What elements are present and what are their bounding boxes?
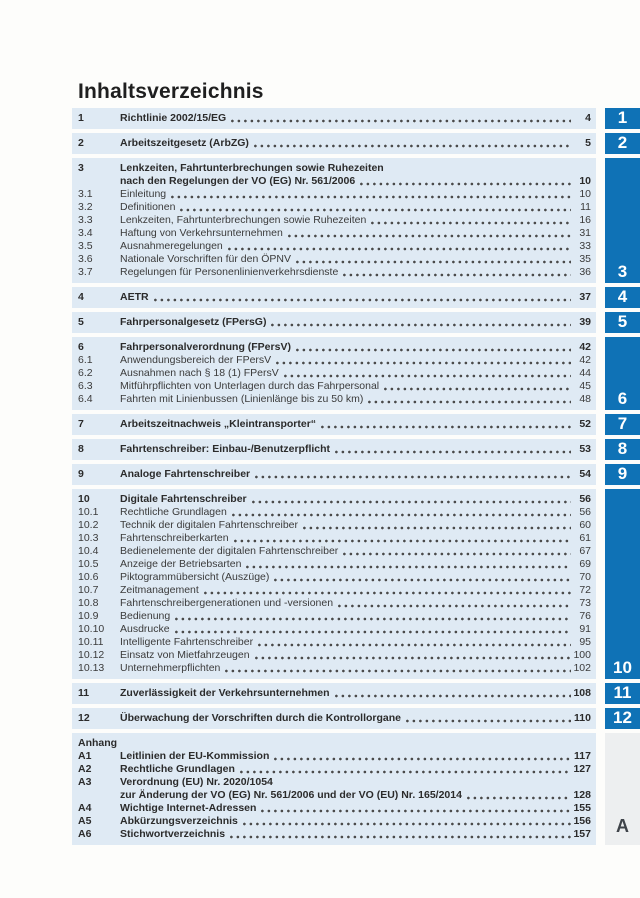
- toc-subentry: [78, 266, 591, 279]
- dot-leader: [175, 617, 571, 621]
- chapter-tab-5: [605, 312, 640, 333]
- toc-entry-page: 4: [585, 112, 591, 124]
- toc-entry-page: 157: [573, 828, 591, 840]
- toc-entry: [78, 443, 591, 456]
- toc-subentry: [78, 253, 591, 266]
- toc-entry-page: 39: [579, 316, 591, 328]
- toc-group-band: [72, 414, 596, 435]
- toc-entry-page: 48: [579, 393, 591, 405]
- toc-subentry: [78, 188, 591, 201]
- toc-subentry: [78, 380, 591, 393]
- toc-subentry: [78, 227, 591, 240]
- toc-subentry: [78, 367, 591, 380]
- toc-group-band: [72, 439, 596, 460]
- dot-leader: [343, 273, 571, 277]
- toc-group-band: [72, 683, 596, 704]
- chapter-tab-label: 2: [617, 133, 628, 152]
- toc-group-band: [72, 133, 596, 154]
- chapter-tab-label: 12: [613, 708, 632, 727]
- toc-entry-title: Definitionen: [120, 201, 176, 213]
- toc-entry-title: Leitlinien der EU-Kommission: [120, 750, 270, 762]
- toc-entry-number: 3: [78, 162, 84, 174]
- dot-leader: [371, 221, 571, 225]
- toc-entry-title: Stichwortverzeichnis: [120, 828, 226, 840]
- toc-entry-number: 6.4: [78, 393, 93, 405]
- toc-entry-number: 3.2: [78, 201, 93, 213]
- toc-entry-page: 108: [573, 687, 591, 699]
- chapter-tab-label: 5: [617, 312, 628, 331]
- toc-subentry: [78, 506, 591, 519]
- toc-entry-page: 72: [579, 584, 591, 596]
- toc-entry-number: 10.10: [78, 623, 105, 635]
- toc-entry-title: Lenkzeiten, Fahrtunterbrechungen sowie Ruhezeiten: [120, 214, 367, 226]
- dot-leader: [225, 669, 571, 673]
- toc-entry-title: zur Änderung der VO (EG) Nr. 561/2006 und der VO (EU) Nr. 165/2014: [120, 789, 462, 801]
- chapter-tab-label: 3: [617, 262, 628, 281]
- toc-entry-page: 56: [579, 506, 591, 518]
- toc-group-band: [72, 464, 596, 485]
- toc-entry-page: 91: [579, 623, 591, 635]
- toc-entry-title: Zeitmanagement: [120, 584, 199, 596]
- toc-entry-page: 102: [573, 662, 591, 674]
- dot-leader: [180, 208, 571, 212]
- toc-entry-page: 52: [579, 418, 591, 430]
- toc-entry-number: 12: [78, 712, 90, 724]
- toc-subentry: [78, 623, 591, 636]
- toc-entry-page: 11: [580, 201, 591, 213]
- toc-entry: [78, 291, 591, 304]
- toc-entry-title: Digitale Fahrtenschreiber: [120, 493, 247, 505]
- toc-entry-number: 6.1: [78, 354, 93, 366]
- dot-leader: [303, 526, 571, 530]
- dot-leader: [335, 694, 571, 698]
- toc-section-header: [78, 737, 591, 750]
- chapter-tab-10: [605, 489, 640, 679]
- dot-leader: [171, 195, 571, 199]
- toc-group-band: [72, 287, 596, 308]
- chapter-tab-label: A: [616, 816, 629, 836]
- chapter-tab-label: 10: [613, 658, 632, 677]
- toc-entry-title: Arbeitszeitnachweis „Kleintransporter“: [120, 418, 317, 430]
- toc-entry-list: [72, 108, 596, 845]
- dot-leader: [252, 500, 571, 504]
- toc-group-band: [72, 489, 596, 679]
- toc-entry-number: 10.2: [78, 519, 99, 531]
- toc-entry-number: A2: [78, 763, 92, 775]
- toc-entry-title: nach den Regelungen der VO (EG) Nr. 561/2006: [120, 175, 356, 187]
- toc-entry: [78, 418, 591, 431]
- toc-entry-number: 3.1: [78, 188, 93, 200]
- toc-subentry: [78, 636, 591, 649]
- dot-leader: [232, 513, 571, 517]
- toc-subentry: [78, 584, 591, 597]
- chapter-tab-label: 4: [617, 287, 628, 306]
- toc-entry-title: Unternehmerpflichten: [120, 662, 221, 674]
- toc-entry-page: 56: [579, 493, 591, 505]
- toc-entry-title: Intelligente Fahrtenschreiber: [120, 636, 254, 648]
- dot-leader: [261, 809, 571, 813]
- toc-entry-number: 10.9: [78, 610, 99, 622]
- chapter-tab-11: [605, 683, 640, 704]
- dot-leader: [274, 757, 571, 761]
- toc-entry: [78, 776, 591, 789]
- toc-entry-page: 33: [579, 240, 591, 252]
- toc-entry-page: 5: [585, 137, 591, 149]
- toc-entry: [78, 750, 591, 763]
- toc-entry-page: 76: [579, 610, 591, 622]
- toc-entry: [78, 468, 591, 481]
- toc-entry-page: 60: [579, 519, 591, 531]
- toc-entry-title: Anzeige der Betriebsarten: [120, 558, 242, 570]
- toc-entry-title: Abkürzungsverzeichnis: [120, 815, 238, 827]
- dot-leader: [240, 770, 571, 774]
- toc-entry-title: Einleitung: [120, 188, 167, 200]
- toc-subentry: [78, 662, 591, 675]
- dot-leader: [360, 182, 571, 186]
- toc-entry-title: Anwendungsbereich der FPersV: [120, 354, 272, 366]
- toc-entry-page: 44: [579, 367, 591, 379]
- toc-entry-number: A1: [78, 750, 92, 762]
- chapter-tab-label: 1: [617, 108, 628, 127]
- toc-entry-title: Fahrpersonalverordnung (FPersV): [120, 341, 291, 353]
- dot-leader: [384, 387, 571, 391]
- toc-group-band: [72, 108, 596, 129]
- toc-entry: [78, 493, 591, 506]
- dot-leader: [255, 656, 571, 660]
- dot-leader: [276, 361, 571, 365]
- toc-entry-page: 128: [573, 789, 591, 801]
- toc-entry-number: 2: [78, 137, 84, 149]
- toc-entry-number: 3.5: [78, 240, 93, 252]
- dot-leader: [271, 323, 571, 327]
- chapter-tab-a: [605, 733, 640, 845]
- toc-subentry: [78, 545, 591, 558]
- toc-entry-page: 10: [579, 188, 591, 200]
- chapter-tab-1: [605, 108, 640, 129]
- toc-subentry: [78, 519, 591, 532]
- toc-entry-page: 61: [579, 532, 591, 544]
- toc-entry-number: 10.11: [78, 636, 104, 648]
- toc-entry-number: 10: [78, 493, 90, 505]
- dot-leader: [204, 591, 571, 595]
- toc-entry-page: 31: [579, 227, 591, 239]
- dot-leader: [255, 475, 571, 479]
- toc-entry-page: 127: [573, 763, 591, 775]
- toc-subentry: [78, 558, 591, 571]
- toc-subentry: [78, 354, 591, 367]
- toc-entry-number: 10.13: [78, 662, 105, 674]
- toc-subentry: [78, 571, 591, 584]
- dot-leader: [343, 552, 571, 556]
- dot-leader: [296, 348, 571, 352]
- toc-entry-page: 117: [574, 750, 591, 762]
- toc-entry-number: A6: [78, 828, 92, 840]
- dot-leader: [230, 835, 571, 839]
- toc-entry-number: 7: [78, 418, 84, 430]
- toc-entry-page: 53: [579, 443, 591, 455]
- toc-entry-title: Fahrten mit Linienbussen (Linienlänge bis zu 50 km): [120, 393, 364, 405]
- toc-entry-page: 100: [573, 649, 591, 661]
- toc-entry-number: 3.6: [78, 253, 93, 265]
- chapter-tab-8: [605, 439, 640, 460]
- toc-entry-page: 95: [579, 636, 591, 648]
- chapter-tab-4: [605, 287, 640, 308]
- chapter-tab-label: 11: [613, 683, 632, 702]
- toc-entry-page: 73: [579, 597, 591, 609]
- toc-entry-title: Wichtige Internet-Adressen: [120, 802, 257, 814]
- dot-leader: [368, 400, 571, 404]
- toc-entry: [78, 815, 591, 828]
- chapter-tab-6: [605, 337, 640, 410]
- toc-entry-number: 10.1: [78, 506, 99, 518]
- toc-entry-page: 10: [579, 175, 591, 187]
- chapter-tab-label: 8: [617, 439, 628, 458]
- dot-leader: [321, 425, 571, 429]
- toc-entry-number: Anhang: [78, 737, 118, 749]
- toc-entry: [78, 712, 591, 725]
- dot-leader: [258, 643, 571, 647]
- toc-entry-title: Bedienelemente der digitalen Fahrtenschreiber: [120, 545, 339, 557]
- toc-entry-page: 67: [579, 545, 591, 557]
- toc-group-band: [72, 337, 596, 410]
- toc-entry-number: 10.7: [78, 584, 99, 596]
- toc-entry-number: 10.6: [78, 571, 99, 583]
- dot-leader: [228, 247, 571, 251]
- chapter-tab-label: 7: [617, 414, 628, 433]
- toc-entry-title: Richtlinie 2002/15/EG: [120, 112, 227, 124]
- toc-entry-title: Haftung von Verkehrsunternehmen: [120, 227, 283, 239]
- toc-entry-title: Zuverlässigkeit der Verkehrsunternehmen: [120, 687, 330, 699]
- chapter-tab-3: [605, 158, 640, 283]
- toc-entry: [78, 687, 591, 700]
- toc-entry-title: Einsatz von Mietfahrzeugen: [120, 649, 250, 661]
- toc-entry-title: Verordnung (EU) Nr. 2020/1054: [120, 776, 273, 788]
- toc-entry-number: 3.7: [78, 266, 93, 278]
- toc-entry: [78, 162, 591, 175]
- toc-entry-title: Überwachung der Vorschriften durch die Kontrollorgane: [120, 712, 402, 724]
- dot-leader: [406, 719, 571, 723]
- toc-entry-page: 45: [579, 380, 591, 392]
- toc-entry-page: 42: [579, 354, 591, 366]
- toc-entry: [78, 175, 591, 188]
- toc-entry-page: 54: [579, 468, 591, 480]
- toc-entry-number: 11: [78, 687, 90, 699]
- toc-entry-number: 10.4: [78, 545, 99, 557]
- chapter-tab-rail: [605, 108, 640, 845]
- toc-entry-page: 70: [579, 571, 591, 583]
- chapter-tab-2: [605, 133, 640, 154]
- toc-subentry: [78, 597, 591, 610]
- toc-entry: [78, 789, 591, 802]
- toc-entry-number: 10.8: [78, 597, 99, 609]
- toc-entry: [78, 763, 591, 776]
- toc-entry-number: 6.2: [78, 367, 93, 379]
- toc-entry-title: Regelungen für Personenlinienverkehrsdienste: [120, 266, 339, 278]
- toc-entry-number: A4: [78, 802, 92, 814]
- toc-entry: [78, 112, 591, 125]
- toc-entry-page: 16: [579, 214, 591, 226]
- toc-entry: [78, 828, 591, 841]
- toc-entry-number: 6.3: [78, 380, 93, 392]
- dot-leader: [296, 260, 571, 264]
- toc-entry-title: Nationale Vorschriften für den ÖPNV: [120, 253, 292, 265]
- toc-entry-page: 37: [579, 291, 591, 303]
- toc-subentry: [78, 532, 591, 545]
- toc-entry-title: AETR: [120, 291, 149, 303]
- toc-entry-number: A3: [78, 776, 92, 788]
- toc-entry-title: Piktogrammübersicht (Auszüge): [120, 571, 270, 583]
- dot-leader: [254, 144, 571, 148]
- toc-subentry: [78, 201, 591, 214]
- toc-entry-number: 5: [78, 316, 84, 328]
- dot-leader: [243, 822, 571, 826]
- toc-group-band: [72, 312, 596, 333]
- dot-leader: [246, 565, 571, 569]
- toc-entry-title: Rechtliche Grundlagen: [120, 763, 235, 775]
- chapter-tab-9: [605, 464, 640, 485]
- toc-entry-title: Fahrtenschreiberkarten: [120, 532, 229, 544]
- toc-entry-title: Mitführpflichten von Unterlagen durch das Fahrpersonal: [120, 380, 380, 392]
- toc-group-band: [72, 733, 596, 845]
- toc-subentry: [78, 240, 591, 253]
- chapter-tab-label: 6: [617, 389, 628, 408]
- toc-subentry: [78, 610, 591, 623]
- toc-entry-number: 6: [78, 341, 84, 353]
- dot-leader: [288, 234, 571, 238]
- dot-leader: [284, 374, 571, 378]
- toc-group-band: [72, 158, 596, 283]
- toc-entry-title: Fahrtenschreiber: Einbau-/Benutzerpflicht: [120, 443, 331, 455]
- toc-entry-title: Technik der digitalen Fahrtenschreiber: [120, 519, 299, 531]
- toc-entry-title: Ausnahmen nach § 18 (1) FPersV: [120, 367, 279, 379]
- chapter-tab-label: 9: [617, 464, 628, 483]
- toc-subentry: [78, 214, 591, 227]
- toc-entry-number: 10.5: [78, 558, 99, 570]
- toc-entry-page: 35: [579, 253, 591, 265]
- dot-leader: [335, 450, 571, 454]
- chapter-tab-7: [605, 414, 640, 435]
- page-title: Inhaltsverzeichnis: [78, 80, 264, 103]
- dot-leader: [154, 298, 571, 302]
- toc-entry: [78, 341, 591, 354]
- dot-leader: [467, 796, 571, 800]
- toc-entry-title: Ausnahmeregelungen: [120, 240, 223, 252]
- toc-entry-page: 69: [579, 558, 591, 570]
- toc-entry-number: 8: [78, 443, 84, 455]
- toc-entry-number: 1: [78, 112, 84, 124]
- toc-entry-title: Fahrtenschreibergenerationen und -versionen: [120, 597, 334, 609]
- toc-entry-title: Fahrpersonalgesetz (FPersG): [120, 316, 267, 328]
- toc-entry-title: Analoge Fahrtenschreiber: [120, 468, 251, 480]
- toc-entry-title: Rechtliche Grundlagen: [120, 506, 227, 518]
- toc-entry-page: 36: [579, 266, 591, 278]
- toc-entry: [78, 316, 591, 329]
- chapter-tab-12: [605, 708, 640, 729]
- toc-entry-number: 10.12: [78, 649, 105, 661]
- toc-entry-page: 110: [574, 712, 591, 724]
- toc-entry-number: 4: [78, 291, 84, 303]
- toc-entry-title: Lenkzeiten, Fahrtunterbrechungen sowie Ruhezeiten: [120, 162, 384, 174]
- toc-entry-page: 155: [573, 802, 591, 814]
- toc-subentry: [78, 393, 591, 406]
- toc-entry: [78, 137, 591, 150]
- toc-entry-number: 3.3: [78, 214, 93, 226]
- toc-entry-number: 10.3: [78, 532, 99, 544]
- dot-leader: [234, 539, 571, 543]
- dot-leader: [175, 630, 571, 634]
- toc-subentry: [78, 649, 591, 662]
- toc-entry-number: 3.4: [78, 227, 93, 239]
- toc-entry-title: Bedienung: [120, 610, 171, 622]
- toc-entry-number: 9: [78, 468, 84, 480]
- dot-leader: [274, 578, 571, 582]
- dot-leader: [338, 604, 571, 608]
- toc-entry-page: 42: [579, 341, 591, 353]
- toc-entry-number: A5: [78, 815, 92, 827]
- toc-entry: [78, 802, 591, 815]
- toc-entry-title: Arbeitszeitgesetz (ArbZG): [120, 137, 249, 149]
- dot-leader: [231, 119, 571, 123]
- toc-entry-title: Ausdrucke: [120, 623, 170, 635]
- toc-group-band: [72, 708, 596, 729]
- toc-entry-page: 156: [573, 815, 591, 827]
